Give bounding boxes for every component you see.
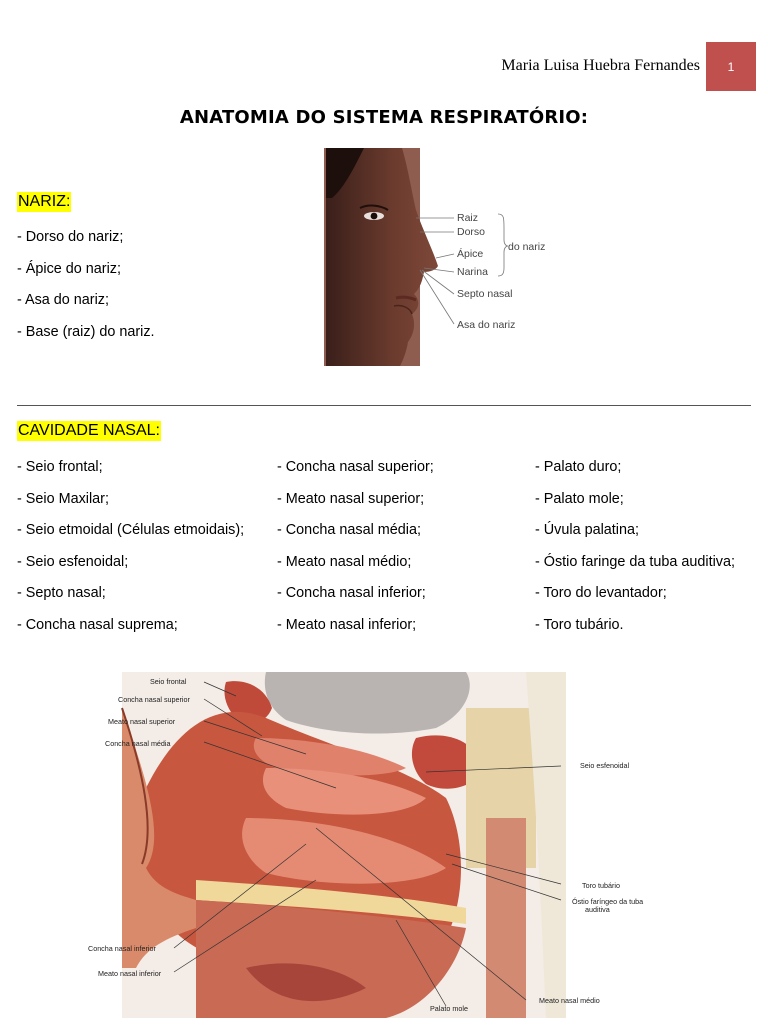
list-item: - Asa do nariz; [17,292,109,308]
list-item: - Concha nasal superior; [277,459,434,475]
list-item: - Úvula palatina; [535,522,639,538]
list-item: - Seio frontal; [17,459,103,475]
list-item: - Concha nasal média; [277,522,421,538]
nariz-heading: NARIZ: [18,193,71,210]
list-item: - Seio etmoidal (Células etmoidais); [17,522,245,538]
label-apice: Ápice [457,248,484,260]
page-title: ANATOMIA DO SISTEMA RESPIRATÓRIO: [179,107,589,128]
list-item: - Óstio faringe da tuba auditiva; [535,553,735,570]
label-meato-inferior: Meato nasal inferior [98,969,162,978]
list-item: - Concha nasal inferior; [277,585,426,601]
list-item: - Toro do levantador; [535,585,667,601]
label-narina: Narina [457,266,488,278]
label-raiz: Raiz [457,212,479,224]
label-concha-inferior: Concha nasal inferior [88,944,156,953]
cavidade-heading: CAVIDADE NASAL: [18,422,160,439]
label-palato-mole: Palato mole [430,1004,468,1013]
nariz-list [17,228,307,354]
label-asa-do-nariz: Asa do nariz [457,319,516,331]
list-item: - Palato duro; [535,459,622,475]
cavidade-list-col2 [277,458,517,647]
cavidade-list-col1 [17,458,257,647]
label-concha-media: Concha nasal média [105,739,171,748]
page-number-badge [706,42,756,91]
list-item: - Meato nasal superior; [277,490,425,507]
label-meato-superior: Meato nasal superior [108,717,176,726]
label-ostio-faringeo: Óstio faríngeo da tuba [572,897,644,906]
label-concha-superior: Concha nasal superior [118,695,190,704]
label-dorso: Dorso [457,226,486,238]
label-do-nariz: do nariz [508,241,546,253]
face-profile-illustration [324,148,564,366]
list-item: - Septo nasal; [17,585,106,601]
cavidade-list-col3 [535,458,735,647]
page-number: 1 [727,59,735,74]
author-name: Maria Luisa Huebra Fernandes [501,57,700,74]
label-toro-tubario: Toro tubário [582,881,620,890]
list-item: - Toro tubário. [535,616,624,633]
label-ostio-auditiva: auditiva [585,905,610,914]
list-item: - Concha nasal suprema; [17,616,178,633]
list-item: - Seio esfenoidal; [17,553,129,570]
label-seio-esfenoidal: Seio esfenoidal [580,761,630,770]
label-meato-medio: Meato nasal médio [539,996,600,1005]
nasal-cavity-figure [86,668,646,1020]
nose-face-figure [324,148,564,366]
section-divider [17,405,751,406]
list-item: - Base (raiz) do nariz. [17,323,155,340]
list-item: - Dorso do nariz; [17,229,124,245]
label-seio-frontal: Seio frontal [150,677,187,686]
list-item: - Ápice do nariz; [17,260,121,277]
list-item: - Seio Maxilar; [17,490,109,507]
label-septo-nasal: Septo nasal [457,288,513,300]
list-item: - Meato nasal inferior; [277,616,417,633]
list-item: - Palato mole; [535,490,624,507]
list-item: - Meato nasal médio; [277,553,412,570]
